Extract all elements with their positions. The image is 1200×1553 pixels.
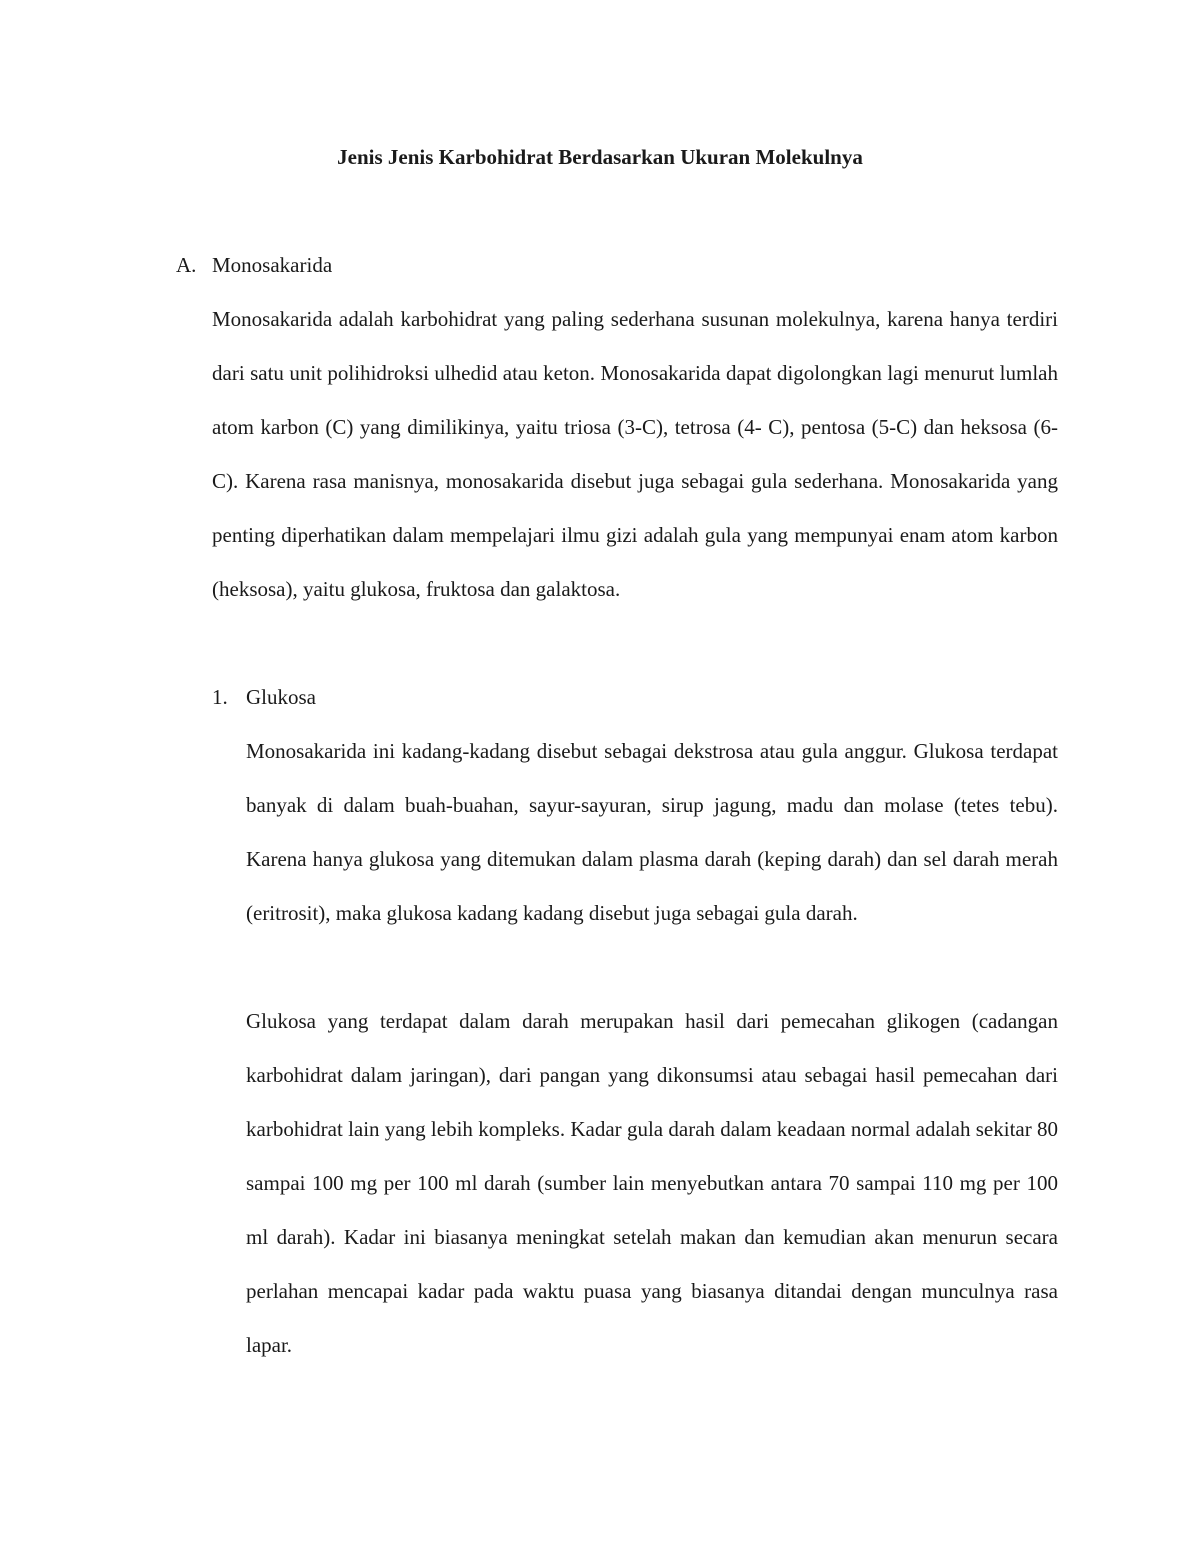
document-title: Jenis Jenis Karbohidrat Berdasarkan Ukuran Molekulnya	[337, 145, 863, 169]
list-item-heading-text: Glukosa	[246, 685, 316, 709]
glukosa-paragraph-2: Glukosa yang terdapat dalam darah merupakan hasil dari pemecahan glikogen (cadangan karbohidrat dalam jaringan), dari pangan yang dikonsumsi atau sebagai hasil pemecahan dari karbohidrat lain yang lebih kompleks. Kadar gula darah dalam keadaan normal adalah sekitar 80 sampai 100 mg per 100 ml darah (sumber lain menyebutkan antara 70 sampai 110 mg per 100 ml darah). Kadar ini biasanya meningkat setelah makan dan kemudian akan menurun secara perlahan mencapai kadar pada waktu puasa yang biasanya ditandai dengan munculnya rasa lapar.	[246, 1009, 1058, 1357]
glukosa-paragraph-1: Monosakarida ini kadang-kadang disebut sebagai dekstrosa atau gula anggur. Glukosa terdapat banyak di dalam buah-buahan, sayur-sayuran, sirup jagung, madu dan molase (tetes tebu). Karena hanya glukosa yang ditemukan dalam plasma darah (keping darah) dan sel darah merah (eritrosit), maka glukosa kadang kadang disebut juga sebagai gula darah.	[246, 739, 1058, 925]
section-heading-monosakarida	[176, 238, 332, 292]
list-item-marker: 1.	[212, 685, 228, 709]
section-heading-text: Monosakarida	[212, 253, 333, 277]
section-paragraph: Monosakarida adalah karbohidrat yang paling sederhana susunan molekulnya, karena hanya terdiri dari satu unit polihidroksi ulhedid atau keton. Monosakarida dapat digolongkan lagi menurut lumlah atom karbon (C) yang dimilikinya, yaitu triosa (3-C), tetrosa (4- C), pentosa (5-C) dan heksosa (6-C). Karena rasa manisnya, monosakarida disebut juga sebagai gula sederhana. Monosakarida yang penting diperhatikan dalam mempelajari ilmu gizi adalah gula yang mempunyai enam atom karbon (heksosa), yaitu glukosa, fruktosa dan galaktosa.	[212, 307, 1058, 601]
list-item-heading-glukosa	[212, 670, 316, 724]
section-marker: A.	[176, 253, 197, 277]
